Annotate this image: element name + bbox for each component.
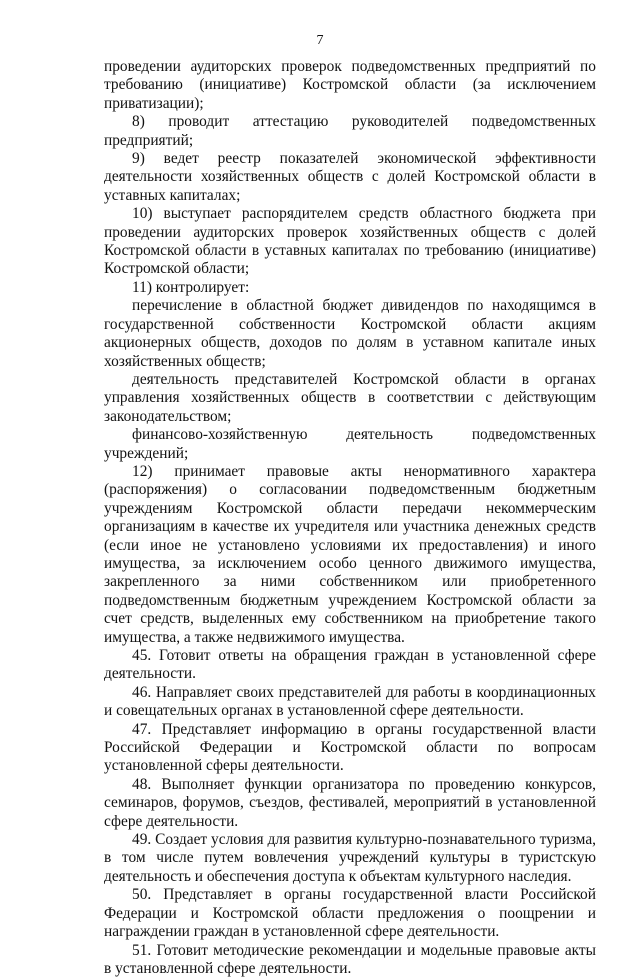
paragraph: 9) ведет реестр показателей экономической эффективности деятельности хозяйственных обществ с долей Костромской области в уставных капиталах; bbox=[104, 150, 596, 205]
paragraph: 46. Направляет своих представителей для работы в координационных и совещательных органах в установленной сфере деятельности. bbox=[104, 684, 596, 721]
paragraph: деятельность представителей Костромской области в органах управления хозяйственных обществ в соответствии с действующим законодательством; bbox=[104, 371, 596, 426]
paragraph: 49. Создает условия для развития культурно-познавательного туризма, в том числе путем вовлечения учреждений культуры в туристскую деятельность и обеспечения доступа к объектам культурного наследия. bbox=[104, 831, 596, 886]
paragraph: перечисление в областной бюджет дивидендов по находящимся в государственной собственности Костромской области акциям акционерных обществ, доходов по долям в уставном капитале иных хозяйственных обществ; bbox=[104, 297, 596, 371]
paragraph: 45. Готовит ответы на обращения граждан в установленной сфере деятельности. bbox=[104, 647, 596, 684]
paragraph: 8) проводит аттестацию руководителей подведомственных предприятий; bbox=[104, 113, 596, 150]
paragraph: 47. Представляет информацию в органы государственной власти Российской Федерации и Костромской области по вопросам установленной сферы деятельности. bbox=[104, 721, 596, 776]
paragraph: 11) контролирует: bbox=[104, 279, 596, 297]
paragraph: 51. Готовит методические рекомендации и модельные правовые акты в установленной сфере деятельности. bbox=[104, 942, 596, 978]
paragraph: 48. Выполняет функции организатора по проведению конкурсов, семинаров, форумов, съездов, фестивалей, мероприятий в установленной сфере деятельности. bbox=[104, 776, 596, 831]
paragraph: 10) выступает распорядителем средств областного бюджета при проведении аудиторских проверок хозяйственных обществ с долей Костромской области в уставных капиталах по требованию (инициативе) Костромской области; bbox=[104, 205, 596, 279]
document-body bbox=[104, 58, 596, 978]
page-number: 7 bbox=[0, 32, 640, 50]
paragraph: проведении аудиторских проверок подведомственных предприятий по требованию (инициативе) Костромской области (за исключением приватизации); bbox=[104, 58, 596, 113]
paragraph: 12) принимает правовые акты ненормативного характера (распоряжения) о согласовании подведомственным бюджетным учреждениям Костромской области передачи некоммерческим организациям в качестве их учредителя или участника денежных средств (если иное не установлено условиями их предоставления) и иного имущества, за исключением особо ценного движимого имущества, закрепленного за ними собственником или приобретенного подведомственным бюджетным учреждением Костромской области за счет средств, выделенных ему собственником на приобретение такого имущества, а также недвижимого имущества. bbox=[104, 463, 596, 647]
paragraph: 50. Представляет в органы государственной власти Российской Федерации и Костромской области предложения о поощрении и награждении граждан в установленной сфере деятельности. bbox=[104, 886, 596, 941]
paragraph: финансово-хозяйственную деятельность подведомственных учреждений; bbox=[104, 426, 596, 463]
